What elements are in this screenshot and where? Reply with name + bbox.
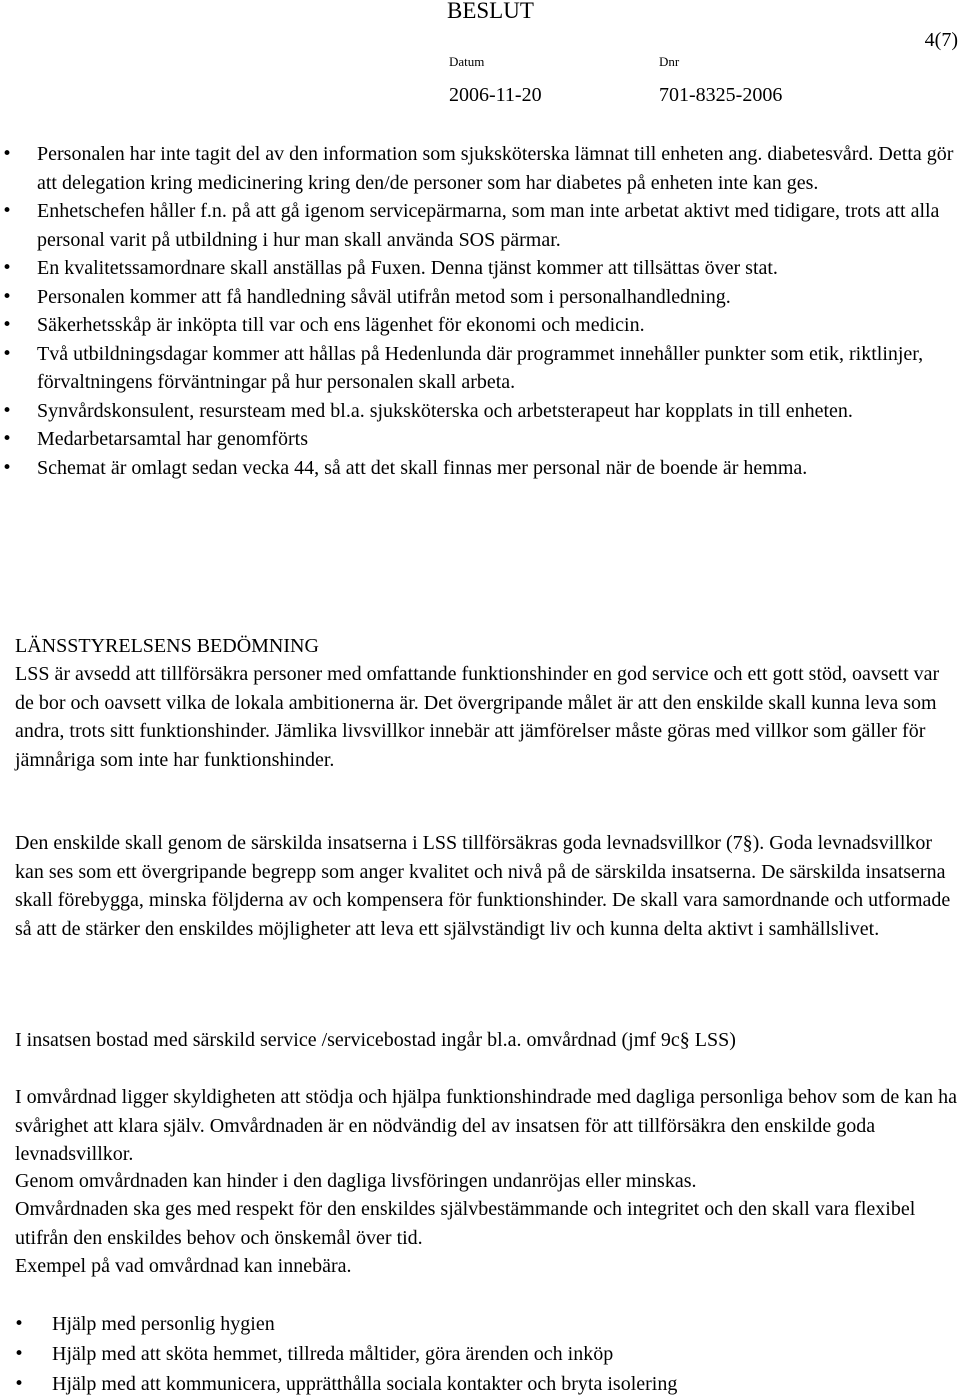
- date-value: 2006-11-20: [449, 84, 542, 106]
- date-label: Datum: [449, 54, 485, 69]
- dnr-value: 701-8325-2006: [659, 84, 783, 106]
- assessment-paragraph-7: Exempel på vad omvårdnad kan innebära.: [15, 1255, 352, 1277]
- findings-list: [0, 140, 960, 482]
- assessment-paragraph-4: I omvårdnad ligger skyldigheten att stödja och hjälpa funktionshindrade med dagliga personliga behov som de kan ha svårighet att klara själv. Omvårdnaden är en nödvändig del av insatsen för att tillförsäkra den enskilde goda levnadsvillkor.: [15, 1086, 957, 1165]
- list-item: • Två utbildningsdagar kommer att hållas på Hedenlunda där programmet innehåller punkter som etik, riktlinjer, förvaltningens förväntningar på hur personalen skall arbeta.: [0, 340, 960, 397]
- list-item: • Synvårdskonsulent, resursteam med bl.a. sjuksköterska och arbetsterapeut har kopplats in till enheten.: [0, 397, 960, 426]
- examples-list: [0, 1309, 960, 1399]
- document-title: BESLUT: [447, 0, 534, 23]
- dnr-label: Dnr: [659, 54, 680, 69]
- assessment-paragraph-6: Omvårdnaden ska ges med respekt för den enskildes självbestämmande och integritet och den skall vara flexibel utifrån den enskildes behov och önskemål över tid.: [15, 1198, 916, 1249]
- assessment-paragraph-5: Genom omvårdnaden kan hinder i den dagliga livsföringen undanröjas eller minskas.: [15, 1170, 697, 1192]
- section-heading: LÄNSSTYRELSENS BEDÖMNING: [15, 635, 319, 657]
- list-item: • Hjälp med att kommunicera, upprätthålla sociala kontakter och bryta isolering: [0, 1369, 960, 1399]
- list-item: • Hjälp med att sköta hemmet, tillreda måltider, göra ärenden och inköp: [0, 1339, 960, 1369]
- page-number: 4(7): [924, 29, 958, 51]
- list-item: • Medarbetarsamtal har genomförts: [0, 425, 960, 454]
- list-item: • Enhetschefen håller f.n. på att gå igenom servicepärmarna, som man inte arbetat aktivt med tidigare, trots att alla personal varit på utbildning i hur man skall använda SOS pärmar.: [0, 197, 960, 254]
- list-item: • Hjälp med personlig hygien: [0, 1309, 960, 1339]
- assessment-paragraph-1: LSS är avsedd att tillförsäkra personer med omfattande funktionshinder en god service och ett gott stöd, oavsett var de bor och oavsett vilka de lokala ambitionerna är. Det övergripande målet är att den enskilde skall kunna leva som andra, trots sitt funktionshinder. Jämlika livsvillkor innebär att jämförelser måste göras med villkor som gäller för jämnåriga som inte har funktionshinder.: [15, 663, 940, 771]
- assessment-paragraph-2: Den enskilde skall genom de särskilda insatserna i LSS tillförsäkras goda levnadsvillkor (7§). Goda levnadsvillkor kan ses som ett övergripande begrepp som anger kvalitet och nivå på de särskilda insatserna. De särskilda insatserna skall förebygga, minska följderna av och kompensera för funktionshinder. De skall vara samordnande och utformade så att de stärker den enskildes möjligheter att leva ett självständigt liv och kunna delta aktivt i samhällslivet.: [15, 832, 951, 940]
- list-item: • En kvalitetssamordnare skall anställas på Fuxen. Denna tjänst kommer att tillsättas över stat.: [0, 254, 960, 283]
- list-item: • Personalen har inte tagit del av den information som sjuksköterska lämnat till enheten ang. diabetesvård. Detta gör att delegation kring medicinering kring den/de personer som har diabetes på enheten inte kan ges.: [0, 140, 960, 197]
- list-item: • Schemat är omlagt sedan vecka 44, så att det skall finnas mer personal när de boende är hemma.: [0, 454, 960, 483]
- assessment-paragraph-3: I insatsen bostad med särskild service /servicebostad ingår bl.a. omvårdnad (jmf 9c§ LSS): [15, 1029, 736, 1051]
- list-item: • Säkerhetsskåp är inköpta till var och ens lägenhet för ekonomi och medicin.: [0, 311, 960, 340]
- list-item: • Personalen kommer att få handledning såväl utifrån metod som i personalhandledning.: [0, 283, 960, 312]
